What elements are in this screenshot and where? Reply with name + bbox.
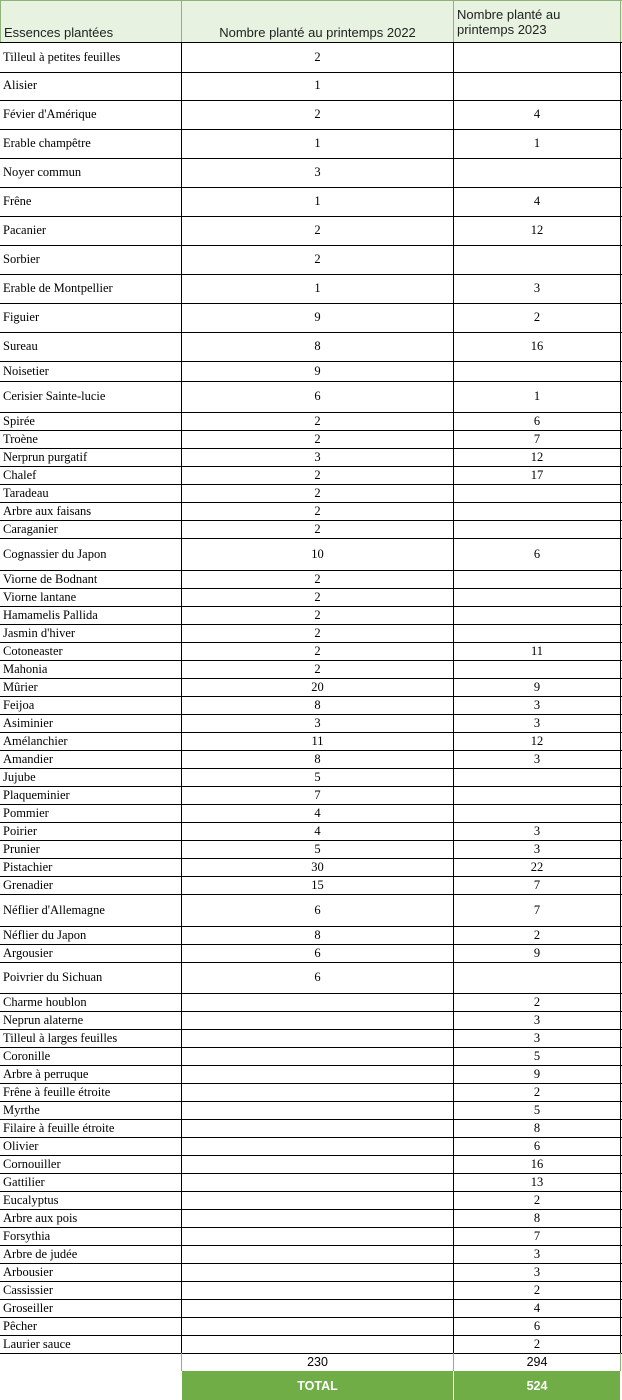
- species-cell: Olivier: [0, 1137, 182, 1155]
- spring-2022-cell: 2: [182, 624, 454, 642]
- spring-2023-cell: 3: [454, 696, 621, 714]
- spring-2023-cell: 11: [454, 642, 621, 660]
- header-spring-2023: Nombre planté au printemps 2023: [454, 1, 621, 43]
- spring-2023-cell: 9: [454, 1065, 621, 1083]
- table-row: [0, 732, 622, 751]
- species-cell: Gattilier: [0, 1173, 182, 1191]
- spring-2022-cell: 3: [182, 158, 454, 187]
- species-cell: Amandier: [0, 750, 182, 768]
- species-cell: Noisetier: [0, 361, 182, 381]
- spring-2023-cell: [454, 245, 621, 274]
- spring-2022-cell: 6: [182, 962, 454, 993]
- spring-2023-cell: 9: [454, 678, 621, 696]
- total-label: TOTAL: [182, 1371, 454, 1400]
- spring-2022-cell: 2: [182, 520, 454, 538]
- species-cell: Poirier: [0, 822, 182, 840]
- total-row: [0, 1371, 622, 1400]
- species-cell: Pommier: [0, 804, 182, 822]
- subtotal-row: [0, 1353, 622, 1371]
- species-cell: Sureau: [0, 332, 182, 361]
- table-row: [0, 1209, 622, 1228]
- spring-2023-cell: [454, 786, 621, 804]
- spring-2022-cell: 8: [182, 332, 454, 361]
- spring-2022-cell: [182, 1227, 454, 1245]
- spring-2023-cell: 5: [454, 1047, 621, 1065]
- table-row: [0, 926, 622, 945]
- species-cell: Jujube: [0, 768, 182, 786]
- table-row: [0, 1047, 622, 1066]
- table-row: [0, 876, 622, 895]
- spring-2023-cell: [454, 158, 621, 187]
- spring-2022-cell: [182, 1083, 454, 1101]
- spring-2022-cell: 4: [182, 822, 454, 840]
- species-cell: Argousier: [0, 944, 182, 962]
- subtotal-2023: 294: [454, 1353, 621, 1371]
- species-cell: Viorne lantane: [0, 588, 182, 606]
- table-row: [0, 216, 622, 246]
- table-row: [0, 1299, 622, 1318]
- species-cell: Amélanchier: [0, 732, 182, 750]
- table-row: [0, 660, 622, 679]
- table-header: [0, 0, 622, 43]
- spring-2022-cell: [182, 1317, 454, 1335]
- species-cell: Figuier: [0, 303, 182, 332]
- spring-2023-cell: 3: [454, 1263, 621, 1281]
- species-cell: Neprun alaterne: [0, 1011, 182, 1029]
- spring-2023-cell: 4: [454, 100, 621, 129]
- spring-2022-cell: 2: [182, 588, 454, 606]
- table-row: [0, 1029, 622, 1048]
- table-row: [0, 714, 622, 733]
- spring-2023-cell: [454, 962, 621, 993]
- spring-2022-cell: 4: [182, 804, 454, 822]
- species-cell: Jasmin d'hiver: [0, 624, 182, 642]
- spring-2022-cell: 2: [182, 660, 454, 678]
- species-cell: Poivrier du Sichuan: [0, 962, 182, 993]
- species-cell: Filaire à feuille étroite: [0, 1119, 182, 1137]
- spring-2022-cell: 5: [182, 768, 454, 786]
- table-row: [0, 993, 622, 1012]
- species-cell: Spirée: [0, 412, 182, 430]
- species-cell: Myrthe: [0, 1101, 182, 1119]
- spring-2023-cell: [454, 588, 621, 606]
- spring-2022-cell: 6: [182, 944, 454, 962]
- spring-2023-cell: 3: [454, 840, 621, 858]
- table-row: [0, 1101, 622, 1120]
- species-cell: Sorbier: [0, 245, 182, 274]
- spring-2023-cell: [454, 804, 621, 822]
- species-cell: Hamamelis Pallida: [0, 606, 182, 624]
- spring-2023-cell: 12: [454, 216, 621, 245]
- spring-2022-cell: [182, 1155, 454, 1173]
- spring-2023-cell: 2: [454, 1281, 621, 1299]
- spring-2022-cell: [182, 1263, 454, 1281]
- table-row: [0, 245, 622, 275]
- table-row: [0, 187, 622, 217]
- spring-2023-cell: [454, 570, 621, 588]
- species-cell: Nerprun purgatif: [0, 448, 182, 466]
- spring-2022-cell: 6: [182, 894, 454, 926]
- spring-2023-cell: 12: [454, 732, 621, 750]
- spring-2023-cell: [454, 606, 621, 624]
- table-row: [0, 1191, 622, 1210]
- spring-2022-cell: 2: [182, 606, 454, 624]
- spring-2023-cell: 16: [454, 332, 621, 361]
- species-cell: Cognassier du Japon: [0, 538, 182, 570]
- spring-2022-cell: [182, 1245, 454, 1263]
- spring-2023-cell: [454, 502, 621, 520]
- species-cell: Eucalyptus: [0, 1191, 182, 1209]
- subtotal-2022: 230: [182, 1353, 454, 1371]
- table-row: [0, 274, 622, 304]
- species-cell: Néflier d'Allemagne: [0, 894, 182, 926]
- spring-2022-cell: 2: [182, 216, 454, 245]
- spring-2022-cell: 10: [182, 538, 454, 570]
- species-cell: Prunier: [0, 840, 182, 858]
- species-cell: Feijoa: [0, 696, 182, 714]
- spring-2023-cell: 16: [454, 1155, 621, 1173]
- spring-2022-cell: 1: [182, 71, 454, 100]
- spring-2022-cell: [182, 1191, 454, 1209]
- species-cell: Néflier du Japon: [0, 926, 182, 944]
- species-cell: Caraganier: [0, 520, 182, 538]
- table-row: [0, 538, 622, 571]
- species-cell: Erable champêtre: [0, 129, 182, 158]
- table-row: [0, 502, 622, 521]
- table-row: [0, 642, 622, 661]
- table-row: [0, 750, 622, 769]
- spring-2022-cell: 2: [182, 484, 454, 502]
- spring-2023-cell: 4: [454, 187, 621, 216]
- spring-2022-cell: 20: [182, 678, 454, 696]
- table-row: [0, 1065, 622, 1084]
- spring-2022-cell: 3: [182, 714, 454, 732]
- table-row: [0, 804, 622, 823]
- spring-2023-cell: 3: [454, 822, 621, 840]
- spring-2022-cell: 2: [182, 43, 454, 72]
- spring-2022-cell: 8: [182, 750, 454, 768]
- table-row: [0, 448, 622, 467]
- species-cell: Arbre de judée: [0, 1245, 182, 1263]
- spring-2023-cell: 5: [454, 1101, 621, 1119]
- species-cell: Cotoneaster: [0, 642, 182, 660]
- spring-2023-cell: 1: [454, 381, 621, 412]
- spring-2023-cell: [454, 43, 621, 72]
- species-cell: Chalef: [0, 466, 182, 484]
- spring-2023-cell: 1: [454, 129, 621, 158]
- spring-2022-cell: [182, 1281, 454, 1299]
- species-cell: Cerisier Sainte-lucie: [0, 381, 182, 412]
- table-row: [0, 1119, 622, 1138]
- species-cell: Tilleul à petites feuilles: [0, 43, 182, 72]
- table-row: [0, 412, 622, 431]
- spring-2023-cell: [454, 768, 621, 786]
- total-value: 524: [454, 1371, 621, 1400]
- table-row: [0, 624, 622, 643]
- spring-2022-cell: 30: [182, 858, 454, 876]
- spring-2022-cell: [182, 1173, 454, 1191]
- spring-2023-cell: 6: [454, 1317, 621, 1335]
- spring-2022-cell: 1: [182, 129, 454, 158]
- spring-2022-cell: 9: [182, 361, 454, 381]
- spring-2023-cell: [454, 624, 621, 642]
- table-row: [0, 786, 622, 805]
- table-row: [0, 822, 622, 841]
- spring-2022-cell: [182, 1029, 454, 1047]
- spring-2023-cell: 3: [454, 714, 621, 732]
- spring-2022-cell: 1: [182, 274, 454, 303]
- table-row: [0, 588, 622, 607]
- spring-2022-cell: 2: [182, 245, 454, 274]
- spring-2022-cell: [182, 1011, 454, 1029]
- table-row: [0, 158, 622, 188]
- spring-2022-cell: 2: [182, 570, 454, 588]
- spring-2022-cell: [182, 1137, 454, 1155]
- species-cell: Pistachier: [0, 858, 182, 876]
- table-row: [0, 1155, 622, 1174]
- table-row: [0, 1083, 622, 1102]
- species-cell: Arbre à perruque: [0, 1065, 182, 1083]
- spring-2023-cell: 3: [454, 1011, 621, 1029]
- spring-2023-cell: 6: [454, 1137, 621, 1155]
- spring-2022-cell: 9: [182, 303, 454, 332]
- spring-2023-cell: 3: [454, 1029, 621, 1047]
- table-row: [0, 1263, 622, 1282]
- table-row: [0, 100, 622, 130]
- spring-2022-cell: 2: [182, 466, 454, 484]
- table-row: [0, 1317, 622, 1336]
- spring-2022-cell: 2: [182, 430, 454, 448]
- spring-2023-cell: 6: [454, 538, 621, 570]
- species-cell: Tilleul à larges feuilles: [0, 1029, 182, 1047]
- spring-2023-cell: [454, 484, 621, 502]
- table-row: [0, 696, 622, 715]
- header-spring-2022: Nombre planté au printemps 2022: [182, 1, 454, 43]
- spring-2023-cell: 13: [454, 1173, 621, 1191]
- spring-2022-cell: [182, 1335, 454, 1353]
- species-cell: Arbre aux faisans: [0, 502, 182, 520]
- table-row: [0, 361, 622, 382]
- table-row: [0, 484, 622, 503]
- spring-2023-cell: [454, 361, 621, 381]
- spring-2022-cell: 3: [182, 448, 454, 466]
- table-row: [0, 840, 622, 859]
- table-row: [0, 381, 622, 413]
- table-row: [0, 678, 622, 697]
- spring-2022-cell: 2: [182, 100, 454, 129]
- spring-2023-cell: 3: [454, 750, 621, 768]
- table-row: [0, 1245, 622, 1264]
- spring-2022-cell: [182, 1119, 454, 1137]
- species-cell: Erable de Montpellier: [0, 274, 182, 303]
- spring-2023-cell: 4: [454, 1299, 621, 1317]
- species-cell: Laurier sauce: [0, 1335, 182, 1353]
- species-cell: Noyer commun: [0, 158, 182, 187]
- spring-2022-cell: 15: [182, 876, 454, 894]
- species-cell: Charme houblon: [0, 993, 182, 1011]
- table-row: [0, 466, 622, 485]
- species-cell: Arbre aux pois: [0, 1209, 182, 1227]
- spring-2022-cell: 11: [182, 732, 454, 750]
- spring-2023-cell: 2: [454, 993, 621, 1011]
- species-cell: Févier d'Amérique: [0, 100, 182, 129]
- species-cell: Forsythia: [0, 1227, 182, 1245]
- subtotal-label: [0, 1353, 182, 1371]
- spring-2022-cell: 2: [182, 502, 454, 520]
- species-cell: Alisier: [0, 71, 182, 100]
- table-row: [0, 332, 622, 362]
- spring-2023-cell: 6: [454, 412, 621, 430]
- species-cell: Pêcher: [0, 1317, 182, 1335]
- spring-2023-cell: 12: [454, 448, 621, 466]
- spring-2022-cell: [182, 1299, 454, 1317]
- total-blank: [0, 1371, 182, 1400]
- table-row: [0, 768, 622, 787]
- species-cell: Cassissier: [0, 1281, 182, 1299]
- table-row: [0, 1137, 622, 1156]
- spring-2022-cell: [182, 1065, 454, 1083]
- spring-2023-cell: 2: [454, 1191, 621, 1209]
- species-cell: Plaqueminier: [0, 786, 182, 804]
- table-row: [0, 303, 622, 333]
- spring-2023-cell: 3: [454, 1245, 621, 1263]
- table-row: [0, 430, 622, 449]
- spring-2022-cell: 5: [182, 840, 454, 858]
- spring-2023-cell: 9: [454, 944, 621, 962]
- table-row: [0, 42, 622, 73]
- species-cell: Frêne: [0, 187, 182, 216]
- table-row: [0, 1173, 622, 1192]
- spring-2023-cell: [454, 71, 621, 100]
- spring-2022-cell: 1: [182, 187, 454, 216]
- spring-2023-cell: 22: [454, 858, 621, 876]
- spring-2022-cell: 8: [182, 926, 454, 944]
- table-row: [0, 520, 622, 539]
- species-cell: Troène: [0, 430, 182, 448]
- spring-2023-cell: [454, 520, 621, 538]
- species-cell: Coronille: [0, 1047, 182, 1065]
- spring-2023-cell: 7: [454, 894, 621, 926]
- spring-2023-cell: [454, 660, 621, 678]
- spring-2022-cell: 7: [182, 786, 454, 804]
- spring-2023-cell: 2: [454, 926, 621, 944]
- spring-2022-cell: 2: [182, 642, 454, 660]
- species-cell: Mûrier: [0, 678, 182, 696]
- header-species: Essences plantées: [0, 1, 182, 43]
- spring-2023-cell: 8: [454, 1209, 621, 1227]
- species-cell: Asiminier: [0, 714, 182, 732]
- species-cell: Taradeau: [0, 484, 182, 502]
- table-row: [0, 1227, 622, 1246]
- table-row: [0, 71, 622, 101]
- species-cell: Frêne à feuille étroite: [0, 1083, 182, 1101]
- spring-2023-cell: 17: [454, 466, 621, 484]
- species-cell: Mahonia: [0, 660, 182, 678]
- spring-2023-cell: 7: [454, 1227, 621, 1245]
- spring-2023-cell: 8: [454, 1119, 621, 1137]
- spring-2022-cell: 8: [182, 696, 454, 714]
- table-row: [0, 1335, 622, 1354]
- species-cell: Pacanier: [0, 216, 182, 245]
- species-cell: Cornouiller: [0, 1155, 182, 1173]
- spring-2022-cell: [182, 993, 454, 1011]
- spring-2023-cell: 2: [454, 1335, 621, 1353]
- table-row: [0, 129, 622, 159]
- table-row: [0, 570, 622, 589]
- spring-2022-cell: [182, 1101, 454, 1119]
- table-row: [0, 606, 622, 625]
- table-row: [0, 1281, 622, 1300]
- spring-2022-cell: 6: [182, 381, 454, 412]
- table-row: [0, 894, 622, 927]
- table-row: [0, 1011, 622, 1030]
- species-cell: Arbousier: [0, 1263, 182, 1281]
- species-cell: Viorne de Bodnant: [0, 570, 182, 588]
- spring-2023-cell: 2: [454, 1083, 621, 1101]
- spring-2023-cell: 7: [454, 430, 621, 448]
- table-row: [0, 962, 622, 994]
- spring-2023-cell: 2: [454, 303, 621, 332]
- table-row: [0, 944, 622, 963]
- table-row: [0, 858, 622, 877]
- species-cell: Groseiller: [0, 1299, 182, 1317]
- spring-2022-cell: [182, 1209, 454, 1227]
- spring-2023-cell: 3: [454, 274, 621, 303]
- spring-2022-cell: [182, 1047, 454, 1065]
- spring-2022-cell: 2: [182, 412, 454, 430]
- spring-2023-cell: 7: [454, 876, 621, 894]
- species-cell: Grenadier: [0, 876, 182, 894]
